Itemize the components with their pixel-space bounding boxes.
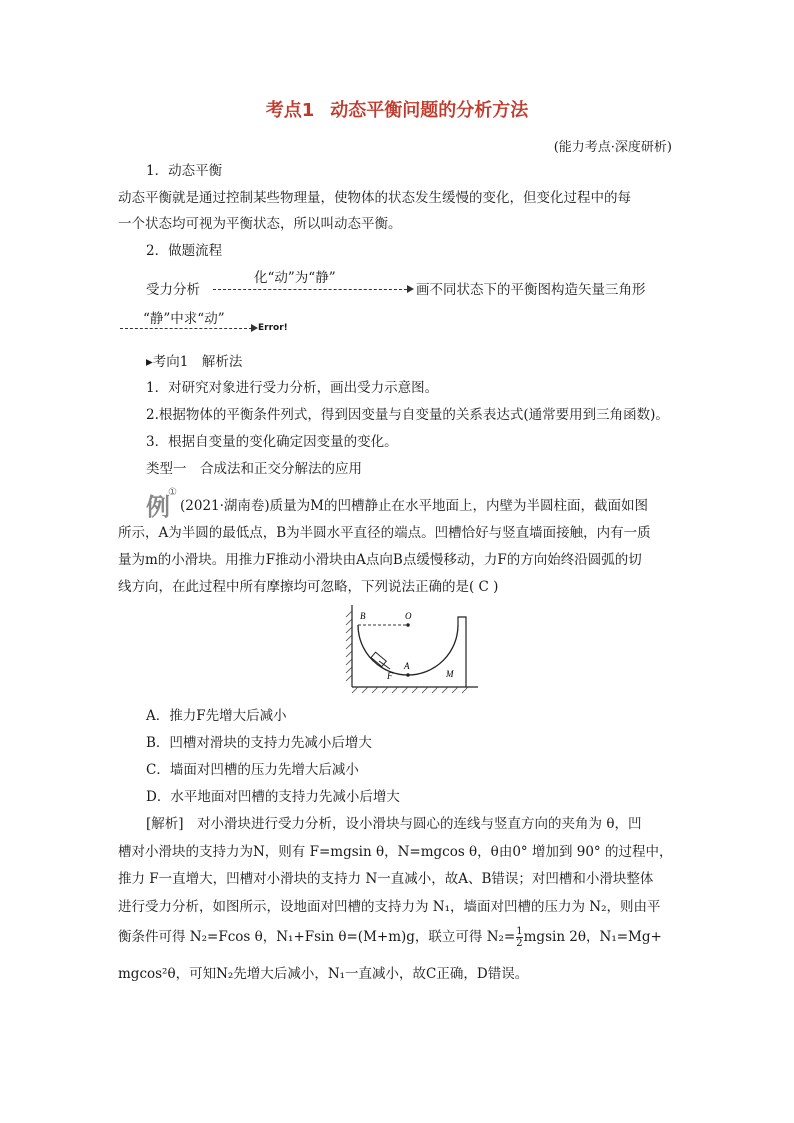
center-point <box>406 623 410 627</box>
option-a: A．推力F先增大后减小 <box>146 708 287 724</box>
analysis-line-3: 推力 F一直增大，凹槽对小滑块的支持力 N一直减小，故A、B错误；对凹槽和小滑块整体 <box>118 871 654 887</box>
heading-process: 2．做题流程 <box>146 243 223 259</box>
wall-hatch <box>346 611 352 681</box>
analysis-line-2: 槽对小滑块的支持力为N，则有 F=mgsin θ，N=mgcos θ，θ由0° 增加到 90° 的过程中， <box>118 844 673 860</box>
example-line-1: (2021·湖南卷)质量为M的凹槽静止在水平地面上，内壁为半圆柱面，截面如图 <box>180 498 649 514</box>
analysis-line-6: mgcos²θ，可知N₂先增大后减小，N₁一直减小，故C正确，D错误。 <box>118 966 529 982</box>
kao-item-1: 1．对研究对象进行受力分析，画出受力示意图。 <box>146 380 439 396</box>
frac-den: 2 <box>516 938 523 949</box>
flow-label-2: “静”中求“动” <box>143 311 225 327</box>
flow-start: 受力分析 <box>146 282 200 298</box>
example-line-3: 量为m的小滑块。用推力F推动小滑块由A点向B点缓慢移动，力F的方向始终沿圆弧的切 <box>118 552 642 568</box>
label-m: M <box>446 669 454 679</box>
groove-figure <box>338 603 480 695</box>
para-line: 动态平衡就是通过控制某些物理量，使物体的状态发生缓慢的变化，但变化过程中的每 <box>118 190 631 206</box>
analysis-line-5a: 衡条件可得 N₂=Fcos θ，N₁+Fsin θ=(M+m)g，联立可得 N₂= <box>118 929 516 945</box>
flow-arrow-1 <box>213 289 407 290</box>
flow-arrowhead-1 <box>407 285 414 293</box>
example-number: ① <box>168 487 177 498</box>
kao-heading: ▸考向1 解析法 <box>146 354 243 370</box>
groove-right-edge <box>458 617 466 687</box>
ground-hatch <box>352 687 468 693</box>
heading-dynamic-balance: 1．动态平衡 <box>146 163 223 179</box>
label-f: F <box>387 671 393 681</box>
kao-item-3: 3．根据自变量的变化确定因变量的变化。 <box>146 434 398 450</box>
point-a <box>406 673 410 677</box>
analysis-line-5b: mgsin 2θ，N₁=Mg+ <box>523 929 662 945</box>
kao-item-2: 2.根据物体的平衡条件列式，得到因变量与自变量的关系表达式(通常要用到三角函数)。 <box>146 407 669 423</box>
example-line-2: 所示，A为半圆的最低点，B为半圆水平直径的端点。凹槽恰好与竖直墙面接触，内有一质 <box>118 525 651 541</box>
section-title <box>0 96 794 122</box>
type-heading: 类型一 合成法和正交分解法的应用 <box>146 461 362 477</box>
example-mark: 例 <box>146 493 170 521</box>
frac-num: 1 <box>516 926 523 937</box>
label-o: O <box>405 611 412 621</box>
title-part1: 考点1 <box>265 100 315 121</box>
option-d: D．水平地面对凹槽的支持力先减小后增大 <box>146 789 400 805</box>
error-text: Error! <box>258 323 288 333</box>
analysis-line-4: 进行受力分析，如图所示，设地面对凹槽的支持力为 N₁，墙面对凹槽的压力为 N₂，则由平 <box>118 899 661 915</box>
flow-arrowhead-2 <box>251 324 258 332</box>
flow-arrow-2 <box>120 328 252 329</box>
para-line: 一个状态均可视为平衡状态，所以叫动态平衡。 <box>118 216 402 232</box>
flow-label-1: 化“动”为“静” <box>254 270 336 286</box>
option-c: C．墙面对凹槽的压力先增大后减小 <box>146 762 359 778</box>
analysis-line-5 <box>118 926 662 949</box>
label-a: A <box>404 661 410 671</box>
option-b: B．凹槽对滑块的支持力先减小后增大 <box>146 735 372 751</box>
label-b: B <box>360 611 366 621</box>
title-part2: 动态平衡问题的分析方法 <box>330 100 529 121</box>
flow-end: 画不同状态下的平衡图构造矢量三角形 <box>416 282 646 298</box>
tag-line: (能力考点·深度研析) <box>553 140 672 155</box>
example-line-4: 线方向，在此过程中所有摩擦均可忽略，下列说法正确的是( C ) <box>118 579 499 595</box>
fraction-half <box>516 926 522 949</box>
analysis-line-1: [解析] 对小滑块进行受力分析，设小滑块与圆心的连线与竖直方向的夹角为 θ，凹 <box>146 816 642 832</box>
